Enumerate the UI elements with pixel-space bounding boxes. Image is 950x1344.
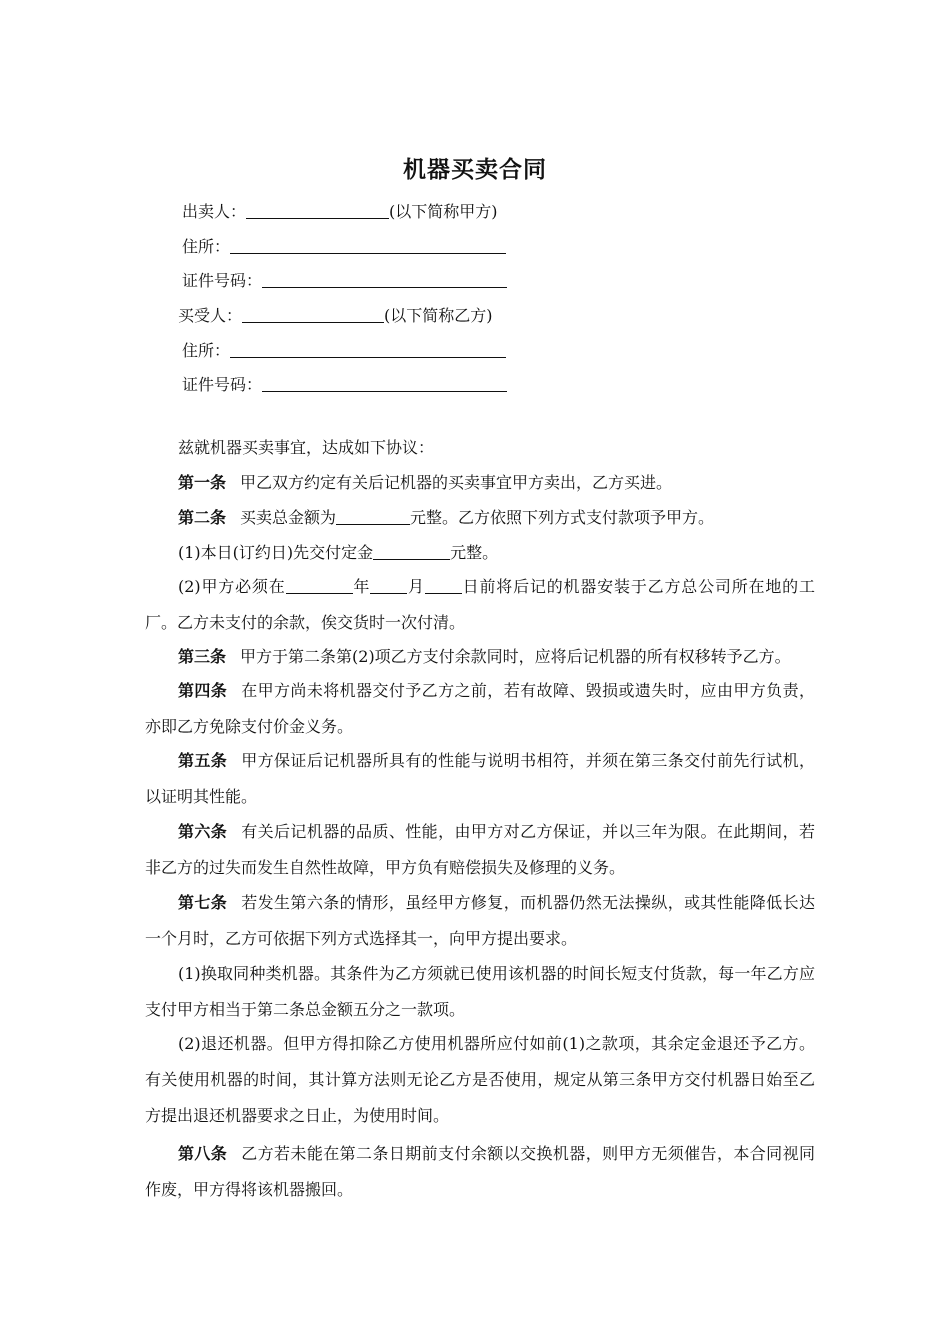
article-1-text: 甲乙双方约定有关后记机器的买卖事宜甲方卖出，乙方买进。 xyxy=(240,473,673,492)
preamble: 兹就机器买卖事宜，达成如下协议： xyxy=(178,438,435,457)
article-8-title: 第八条 xyxy=(178,1144,228,1163)
buyer-address-blank[interactable] xyxy=(230,339,506,358)
seller-address-line xyxy=(182,235,506,259)
seller-name-blank[interactable] xyxy=(246,200,389,219)
buyer-id-blank[interactable] xyxy=(262,373,507,392)
article-7-text: 若发生第六条的情形，虽经甲方修复，而机器仍然无法操纵，或其性能降低长达一个月时，乙方可依据下列方式选择其一，向甲方提出要求。 xyxy=(145,893,815,948)
article-2-item-1 xyxy=(145,535,815,571)
seller-id-line xyxy=(182,269,507,293)
article-3-text: 甲方于第二条第(2)项乙方支付余款同时，应将后记机器的所有权移转予乙方。 xyxy=(240,647,791,666)
seller-address-blank[interactable] xyxy=(230,235,506,254)
article-8 xyxy=(145,1136,815,1208)
article-1 xyxy=(145,465,815,501)
year-blank[interactable] xyxy=(286,575,353,594)
buyer-id-line xyxy=(182,373,507,397)
day-blank[interactable] xyxy=(425,575,462,594)
article-1-title: 第一条 xyxy=(178,473,227,492)
seller-suffix: (以下简称甲方) xyxy=(389,202,498,221)
article-4-title: 第四条 xyxy=(178,681,228,700)
article-2-item-1-text-1: (1)本日(订约日)先交付定金 xyxy=(178,543,374,562)
article-3-title: 第三条 xyxy=(178,647,227,666)
article-2-item-1-text-2: 元整。 xyxy=(450,543,499,562)
article-4 xyxy=(145,673,815,745)
total-amount-blank[interactable] xyxy=(336,506,410,525)
article-4-text: 在甲方尚未将机器交付予乙方之前，若有故障、毁损或遗失时，应由甲方负责，亦即乙方免除支付价金义务。 xyxy=(145,681,815,736)
article-2-text-1: 买卖总金额为 xyxy=(240,508,337,527)
deposit-amount-blank[interactable] xyxy=(373,541,450,560)
buyer-address-label: 住所： xyxy=(182,341,231,360)
buyer-id-label: 证件号码： xyxy=(182,375,263,394)
article-6 xyxy=(145,814,815,886)
seller-id-blank[interactable] xyxy=(262,269,507,288)
seller-address-label: 住所： xyxy=(182,237,231,256)
article-7-title: 第七条 xyxy=(178,893,228,912)
article-5-text: 甲方保证后记机器所具有的性能与说明书相符，并须在第三条交付前先行试机，以证明其性能。 xyxy=(145,751,815,806)
article-2-item-2-year: 年 xyxy=(352,577,371,596)
article-7-item-2: (2)退还机器。但甲方得扣除乙方使用机器所应付如前(1)之款项，其余定金退还予乙方。有关使用机器的时间，其计算方法则无论乙方是否使用，规定从第三条甲方交付机器日始至乙方提出退还机器要求之日止，为使用时间。 xyxy=(145,1034,815,1125)
article-2-item-2-text-1: (2)甲方必须在 xyxy=(178,577,286,596)
buyer-address-line xyxy=(182,339,506,363)
article-2-item-2 xyxy=(145,569,815,641)
article-2-title: 第二条 xyxy=(178,508,227,527)
buyer-label: 买受人： xyxy=(178,306,243,325)
seller-line xyxy=(182,200,498,224)
article-7 xyxy=(145,885,815,957)
article-5 xyxy=(145,743,815,815)
seller-label: 出卖人： xyxy=(182,202,247,221)
article-6-text: 有关后记机器的品质、性能，由甲方对乙方保证，并以三年为限。在此期间，若非乙方的过失而发生自然性故障，甲方负有赔偿损失及修理的义务。 xyxy=(145,822,815,877)
month-blank[interactable] xyxy=(370,575,407,594)
article-2-text-2: 元整。乙方依照下列方式支付款项予甲方。 xyxy=(410,508,715,527)
article-2-item-2-text-2: 日前将后记的机器安装于乙方总公司所在地的工厂。乙方未支付的余款，俟交货时一次付清。 xyxy=(145,577,815,632)
article-5-title: 第五条 xyxy=(178,751,228,770)
buyer-suffix: (以下简称乙方) xyxy=(384,306,493,325)
buyer-line xyxy=(178,304,493,328)
article-7-item-1: (1)换取同种类机器。其条件为乙方须就已使用该机器的时间长短支付货款，每一年乙方应支付甲方相当于第二条总金额五分之一款项。 xyxy=(145,964,815,1019)
article-8-text: 乙方若未能在第二条日期前支付余额以交换机器，则甲方无须催告，本合同视同作废，甲方得将该机器搬回。 xyxy=(145,1144,815,1199)
article-2 xyxy=(145,500,815,536)
seller-id-label: 证件号码： xyxy=(182,271,263,290)
buyer-name-blank[interactable] xyxy=(242,304,384,323)
page-title: 机器买卖合同 xyxy=(403,157,547,183)
article-6-title: 第六条 xyxy=(178,822,228,841)
article-2-item-2-month: 月 xyxy=(407,577,425,596)
article-3 xyxy=(145,639,815,675)
